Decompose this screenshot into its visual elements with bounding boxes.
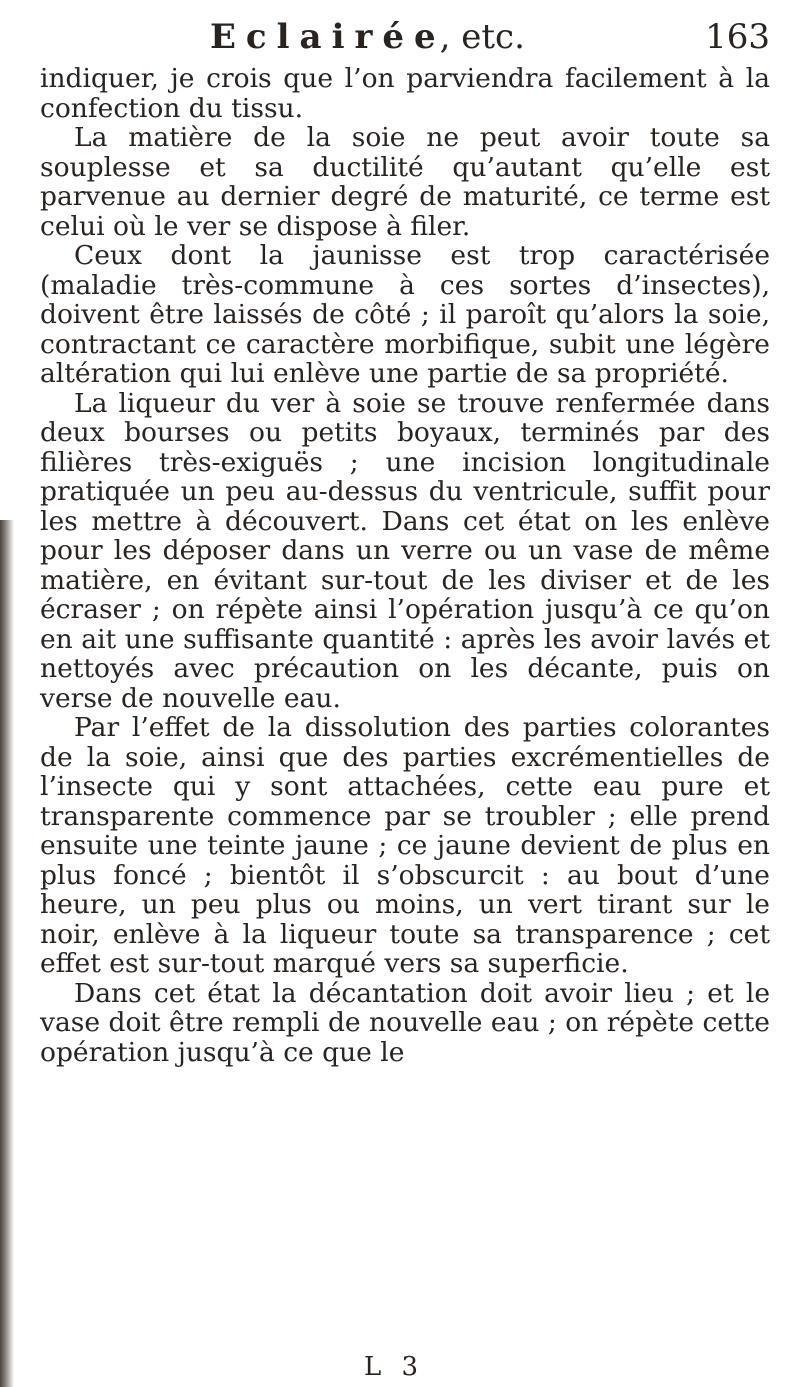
running-title-suffix: , etc. (439, 17, 525, 57)
paragraph-continuation: indiquer, je crois que l’on parviendra facilement à la confection du tissu. (40, 63, 770, 124)
page-binding-shadow (0, 520, 14, 1387)
paragraph: La matière de la soie ne peut avoir toute sa souplesse et sa ductilité qu’autant qu’elle est parvenue au dernier degré de maturité, ce terme est celui où le ver se dispose à filer. (40, 122, 770, 242)
signature-mark: L 3 (364, 1352, 425, 1382)
running-title: Eclairée (210, 17, 446, 57)
paragraph: Dans cet état la décantation doit avoir lieu ; et le vase doit être rempli de nouvelle eau ; on répète cette opération jusqu’à ce que le (40, 977, 770, 1068)
paragraph: La liqueur du ver à soie se trouve renfermée dans deux bourses ou petits boyaux, terminés par des filières très-exiguës ; une incision longitudinale pratiquée un peu au-dessus du ventricule, suffit pour les mettre à découvert. Dans cet état on les enlève pour les déposer dans un verre ou un vase de même matière, en évitant sur-tout de les diviser et de les écraser ; on répète ainsi l’opération jusqu’à ce qu’on en ait une suffisante quantité : après les avoir lavés et nettoyés avec précaution on les décante, puis on verse de nouvelle eau. (40, 387, 770, 714)
paragraph: Ceux dont la jaunisse est trop caractérisée (maladie très-commune à ces sortes d’insectes), doivent être laissés de côté ; il paroît qu’alors la soie, contractant ce caractère morbifique, subit une légère altération qui lui enlève une partie de sa propriété. (40, 240, 770, 389)
body-text (40, 64, 770, 1067)
page-number: 163 (705, 17, 770, 57)
running-header (210, 12, 770, 62)
paragraph: Par l’effet de la dissolution des parties colorantes de la soie, ainsi que des parties excrémentielles de l’insecte qui y sont attachées, cette eau pure et transparente commence par se troubler ; elle prend ensuite une teinte jaune ; ce jaune devient de plus en plus foncé ; bientôt il s’obscurcit : au bout d’une heure, un peu plus ou moins, un vert tirant sur le noir, enlève à la liqueur toute sa transparence ; cet effet est sur-tout marqué vers sa superficie. (40, 712, 770, 979)
